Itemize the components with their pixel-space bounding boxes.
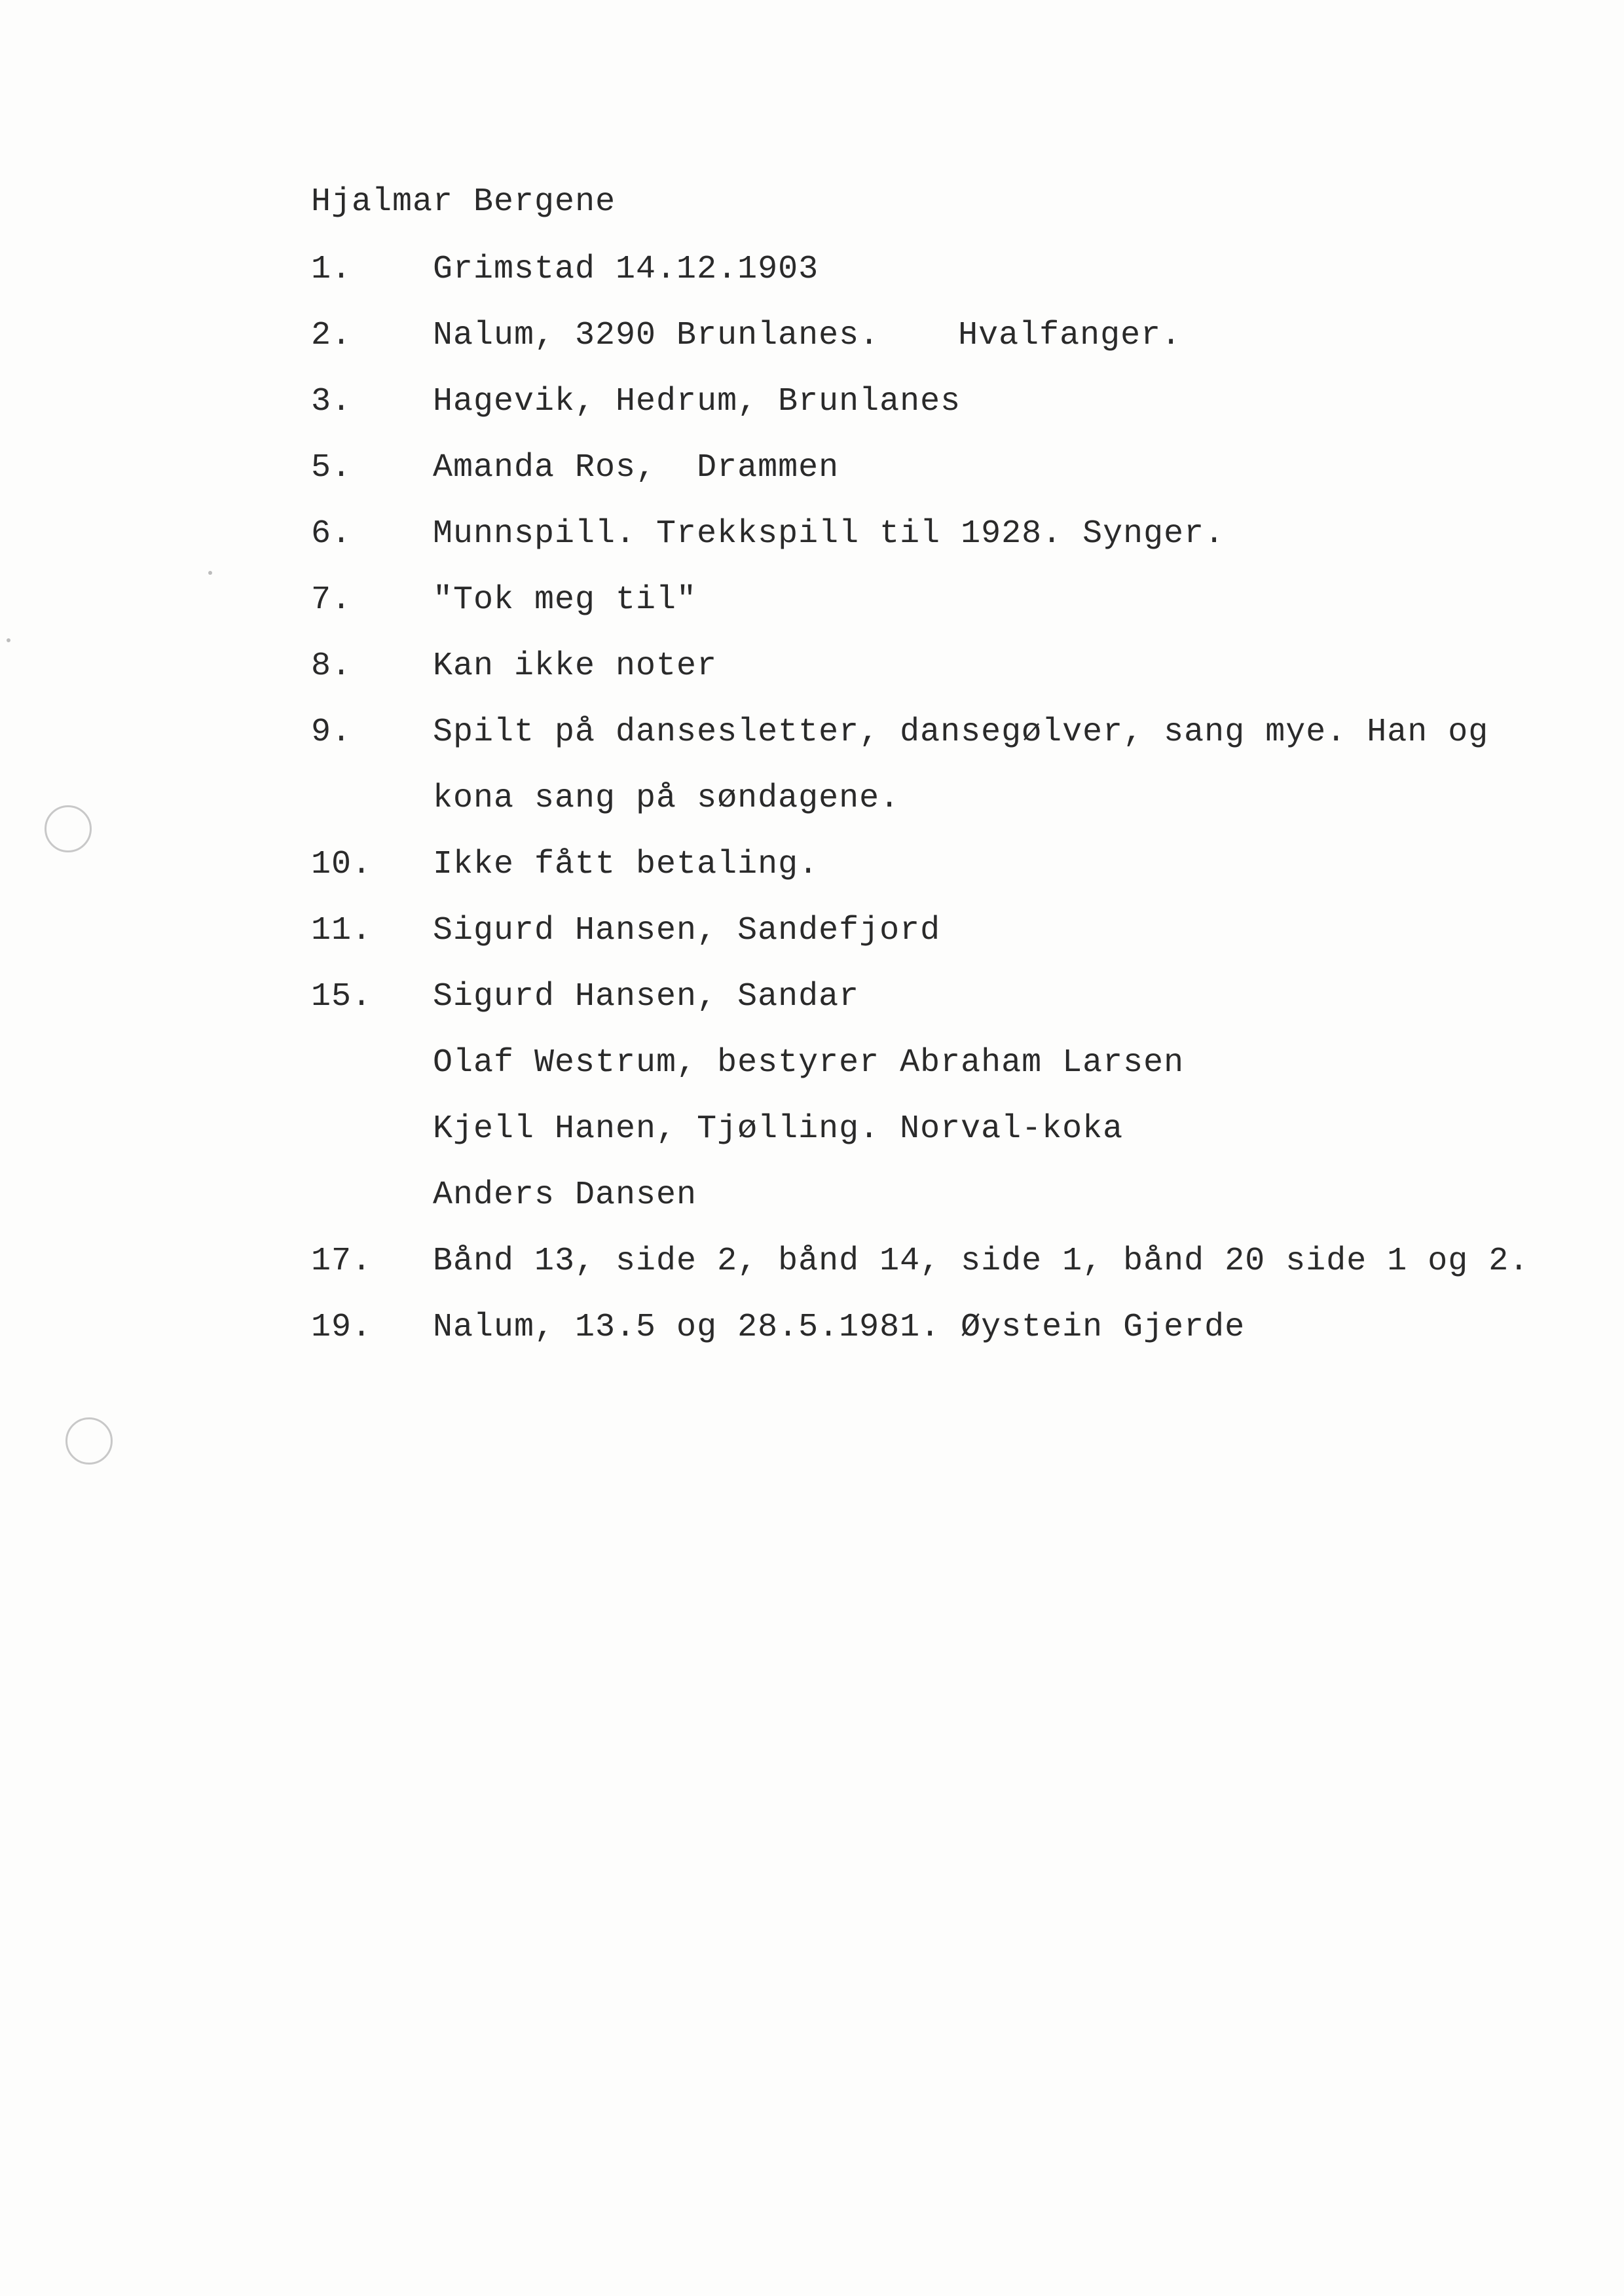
entry-text: Hagevik, Hedrum, Brunlanes <box>433 383 961 420</box>
entry-number: 11. <box>311 912 373 949</box>
entry-occupation: Hvalfanger. <box>958 317 1182 354</box>
punch-hole-top <box>45 805 92 852</box>
entry-text: Grimstad 14.12.1903 <box>433 251 819 288</box>
entry-number: 7. <box>311 581 352 619</box>
entry-number: 5. <box>311 449 352 486</box>
entry-text: Sigurd Hansen, Sandefjord <box>433 912 941 949</box>
entry-number: 19. <box>311 1309 373 1346</box>
entry-text: Bånd 13, side 2, bånd 14, side 1, bånd 20 side 1 og 2. <box>433 1243 1530 1280</box>
entry-text: Munnspill. Trekkspill til 1928. Synger. <box>433 515 1225 553</box>
paper-speck <box>208 571 212 575</box>
entry-text: "Tok meg til" <box>433 581 697 619</box>
entry-number: 10. <box>311 846 373 883</box>
entry-number: 9. <box>311 714 352 751</box>
entry-number: 8. <box>311 647 352 685</box>
entry-text: Amanda Ros, Drammen <box>433 449 840 486</box>
entry-number: 1. <box>311 251 352 288</box>
entry-text: Anders Dansen <box>433 1176 697 1214</box>
entry-text: Sigurd Hansen, Sandar <box>433 978 860 1015</box>
paper-speck <box>7 638 10 642</box>
entry-text: kona sang på søndagene. <box>433 780 900 817</box>
entry-text: Nalum, 13.5 og 28.5.1981. Øystein Gjerde <box>433 1309 1246 1346</box>
entry-text <box>433 315 1181 357</box>
entry-number: 3. <box>311 383 352 420</box>
page-title: Hjalmar Bergene <box>311 183 616 221</box>
entry-number: 15. <box>311 978 373 1015</box>
punch-hole-bottom <box>65 1417 113 1465</box>
entry-text: Olaf Westrum, bestyrer Abraham Larsen <box>433 1044 1185 1082</box>
entry-text-part: Nalum, 3290 Brunlanes. <box>433 317 880 354</box>
entry-number: 17. <box>311 1243 373 1280</box>
entry-text: Kan ikke noter <box>433 647 718 685</box>
entry-text: Kjell Hanen, Tjølling. Norval-koka <box>433 1110 1124 1148</box>
entry-text: Spilt på dansesletter, dansegølver, sang mye. Han og <box>433 714 1489 751</box>
entry-number: 2. <box>311 317 352 354</box>
entry-text: Ikke fått betaling. <box>433 846 819 883</box>
entry-number: 6. <box>311 515 352 553</box>
